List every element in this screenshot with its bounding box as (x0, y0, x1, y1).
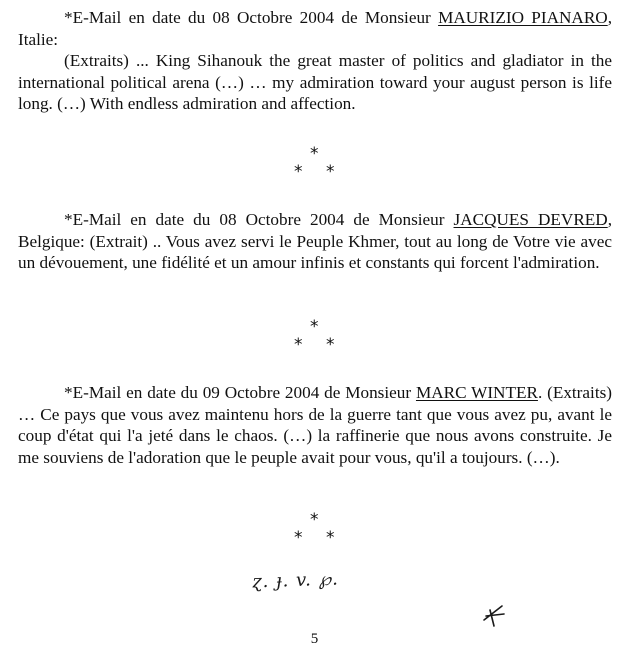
entry-header-suffix: , Italie: (18, 8, 612, 49)
separator-star: * (326, 162, 335, 182)
entry-header-prefix: *E-Mail en date du 08 Octobre 2004 de Monsieur (64, 8, 439, 27)
entry-body: Belgique: (Extrait) .. Vous avez servi le Peuple Khmer, tout au long de Votre vie avec un dévouement, une fidélité et un amour infinis et constants qui forcent l'admiration. (18, 231, 612, 272)
entry-body: (Extraits) … Ce pays que vous avez maintenu hors de la guerre tant que vous avez pu, avant le coup d'état qui l'a jeté dans le chaos. (…) la raffinerie que nous avons construite. Je me souviens de l'adoration que le peuple avait pour vous, qu'il a toujours. (…). (18, 383, 613, 467)
handwritten-mark-icon (480, 600, 508, 628)
separator-star: * (294, 162, 303, 182)
entry-header-prefix: *E-Mail en date du 08 Octobre 2004 de Monsieur (64, 210, 454, 229)
separator-star: * (310, 317, 319, 337)
email-entry-jacques-devred (18, 209, 612, 274)
entry-header-prefix: *E-Mail en date du 09 Octobre 2004 de Monsieur (64, 383, 416, 402)
separator-star: * (310, 510, 319, 530)
separator-star: * (310, 144, 319, 164)
page-number: 5 (310, 631, 319, 647)
email-entry-maurizio-pianaro (18, 7, 612, 115)
asterism-separator (280, 144, 350, 184)
separator-star: * (294, 335, 303, 355)
separator-star: * (326, 528, 335, 548)
sender-name: MARC WINTER (415, 383, 538, 402)
separator-star: * (326, 335, 335, 355)
entry-body: (Extraits) ... King Sihanouk the great master of politics and gladiator in the international political arena (…) … my admiration toward your august person is life long. (…) With endless admiration and affection. (18, 51, 612, 113)
entry-header-suffix: , (607, 210, 612, 229)
separator-star: * (294, 528, 303, 548)
sender-name: MAURIZIO PIANARO (438, 8, 608, 27)
sender-name: JACQUES DEVRED (453, 210, 608, 229)
asterism-separator (280, 317, 350, 357)
email-entry-marc-winter (18, 382, 612, 468)
handwritten-initials: ɀ. ɟ. v. ℘. (251, 568, 340, 593)
asterism-separator (280, 510, 350, 550)
entry-header-suffix: . (537, 383, 543, 402)
